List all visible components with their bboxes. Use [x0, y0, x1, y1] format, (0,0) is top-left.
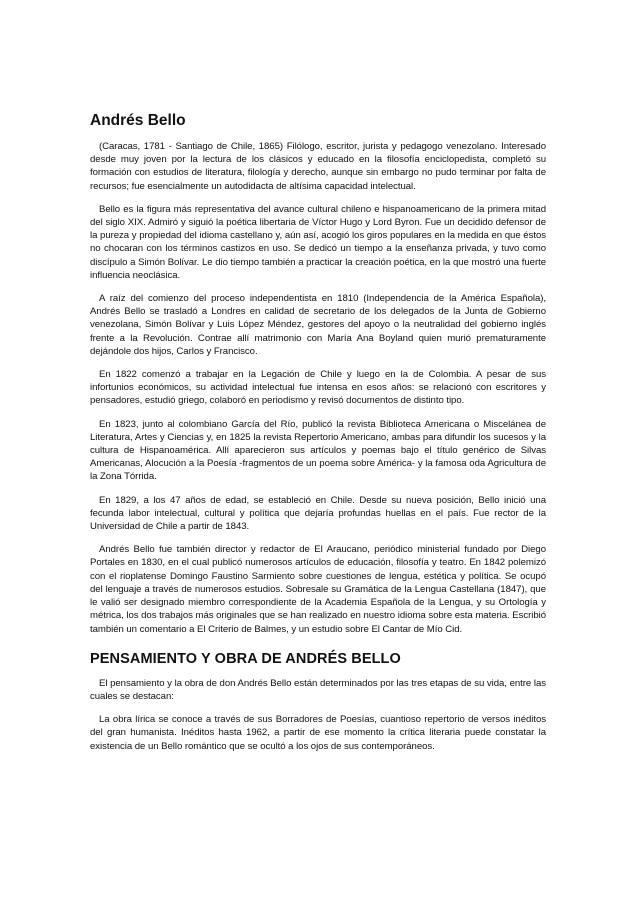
paragraph-1829: En 1829, a los 47 años de edad, se estableció en Chile. Desde su nueva posición, Bello inició una fecunda labor intelectual, cultural y política que dejaría profundas huellas en el país. Fue rector de la Universidad de Chile a partir de 1843.	[90, 494, 546, 533]
paragraph-obra-lirica: La obra lírica se conoce a través de sus Borradores de Poesías, cuantioso repertorio de versos inéditos del gran humanista. Inéditos hasta 1962, a partir de ese momento la crítica literaria puede constatar la existencia de un Bello romántico que se ocultó a los ojos de sus contemporáneos.	[90, 714, 546, 752]
paragraph-el-araucano: Andrés Bello fue también director y redactor de El Araucano, periódico ministerial fundado por Diego Portales en 1830, en el cual publicó numerosos artículos de educación, filosofía y teatro. En 1842 polemizó con el rioplatense Domingo Faustino Sarmiento sobre cuestiones de lengua, estética y política. Se ocupó del lenguaje a través de numerosos estudios. Sobresale su Gramática de la Lengua Castellana (1847), que le valió ser designado miembro correspondiente de la Academia Española de la Lengua, y su Ortología y métrica, los dos trabajos más originales que se han realizado en nuestro idioma sobre esta materia. Escribió también un comentario a El Criterio de Balmes, y un estudio sobre El Cantar de Mío Cid.	[90, 544, 546, 635]
paragraph-1823: En 1823, junto al colombiano García del Río, publicó la revista Biblioteca Americana o Miscelánea de Literatura, Artes y Ciencias y, en 1825 la revista Repertorio Americano, ambas para difundir los sucesos y la cultura de Hispanoamérica. Allí aparecieron sus artículos y poemas bajo el título genérico de Silvas Americanas, Alocución a la Poesía -fragmentos de un poema sobre América- y la famosa oda Agricultura de la Zona Tórrida.	[90, 418, 546, 483]
paragraph-london: A raíz del comienzo del proceso independentista en 1810 (Independencia de la América Española), Andrés Bello se trasladó a Londres en calidad de secretario de los delegados de la Junta de Gobierno venezolana, Simón Bolívar y Luis López Méndez, gestores del apoyo o la neutralidad del gobierno inglés frente a la Revolución. Contrae allí matrimonio con María Ana Boyland quien murió prematuramente dejándole dos hijos, Carlos y Francisco.	[90, 293, 546, 357]
paragraph-biography-intro: (Caracas, 1781 - Santiago de Chile, 1865) Filólogo, escritor, jurista y pedagogo venezolano. Interesado desde muy joven por la lectura de los clásicos y educado en la filosofía enciclopedista, completó su formación con estudios de literatura, filología y derecho, aunque sin embargo no pudo terminar por falta de recursos; fue esencialmente un autodidacta de altísima capacidad intelectual.	[90, 141, 546, 192]
paragraph-1822: En 1822 comenzó a trabajar en la Legación de Chile y luego en la de Colombia. A pesar de sus infortunios económicos, su actividad intelectual fue intensa en esos años: se relacionó con escritores y pensadores, estudió griego, colaboró en periodismo y revisó documentos de distinto tipo.	[90, 369, 546, 407]
paragraph-cultural-figure: Bello es la figura más representativa del avance cultural chileno e hispanoamericano de la primera mitad del siglo XIX. Admiró y siguió la poética libertaria de Víctor Hugo y Lord Byron. Fue un decidido defensor de la pureza y propiedad del idioma castellano y, aún así, acogió los giros populares en la medida en que éstos no chocaran con los términos castizos en uso. Se dedicó un tiempo a la enseñanza privada, y tuvo como discípulo a Simón Bolívar. Le dio tiempo también a practicar la creación poética, en la que mostró una fuerte influencia neoclásica.	[90, 203, 546, 281]
document-title: Andrés Bello	[90, 112, 186, 129]
section-heading: PENSAMIENTO Y OBRA DE ANDRÉS BELLO	[90, 650, 401, 667]
paragraph-pensamiento: El pensamiento y la obra de don Andrés Bello están determinados por las tres etapas de su vida, entre las cuales se destacan:	[90, 677, 546, 702]
document-page	[90, 112, 546, 763]
